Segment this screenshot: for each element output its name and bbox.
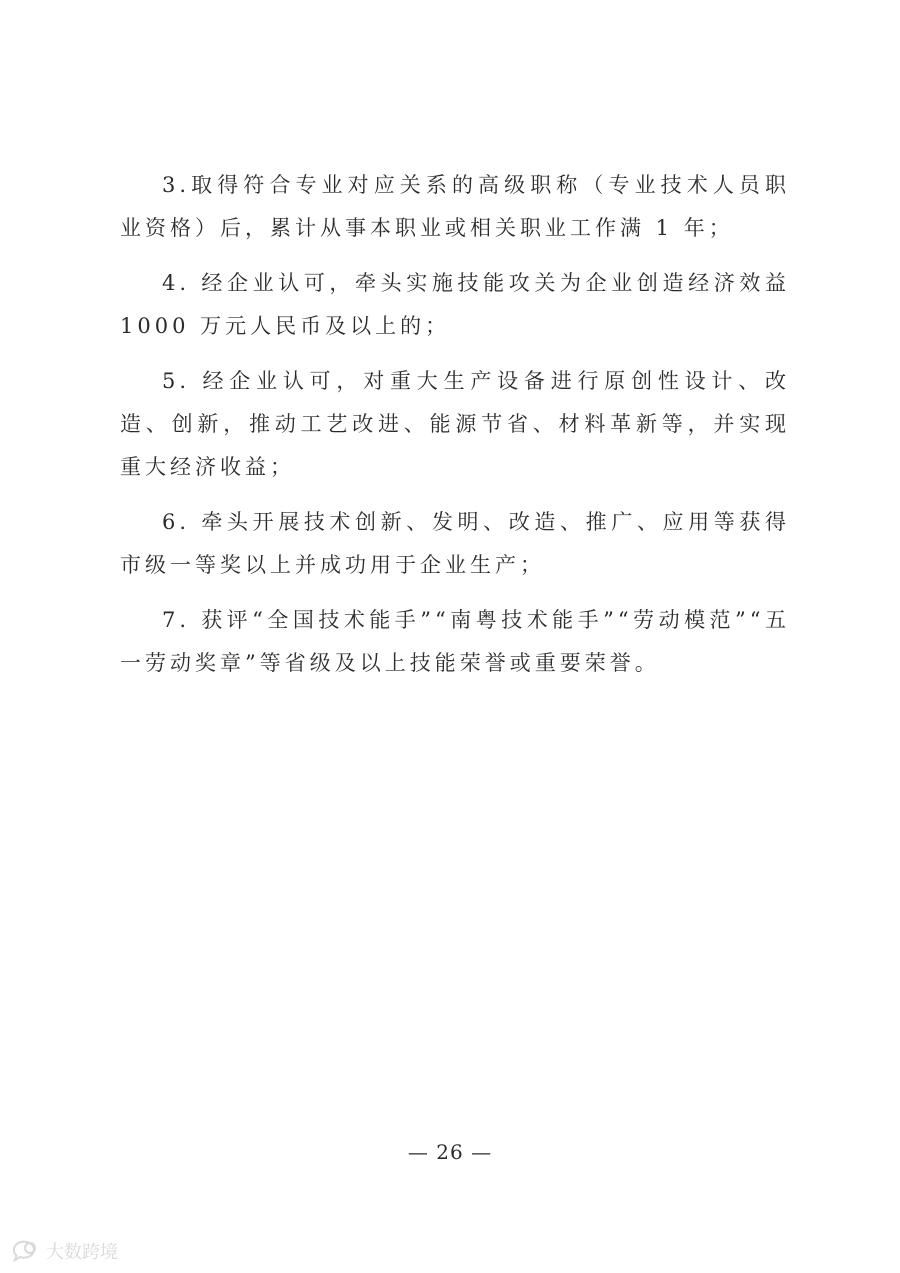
paragraph-item-4: 4. 经企业认可，牵头实施技能攻关为企业创造经济效益 1000 万元人民币及以上的； bbox=[120, 271, 790, 338]
paragraph-item-7: 7. 获评“全国技术能手”“南粤技术能手”“劳动模范”“五一劳动奖章”等省级及以上技能荣誉或重要荣誉。 bbox=[120, 608, 790, 675]
watermark-text: 大数跨境 bbox=[46, 1242, 118, 1263]
watermark bbox=[10, 1238, 118, 1264]
paragraph-item-5: 5. 经企业认可，对重大生产设备进行原创性设计、改造、创新，推动工艺改进、能源节省、材料革新等，并实现重大经济收益； bbox=[120, 369, 790, 479]
chat-bubble-logo-icon bbox=[10, 1239, 40, 1263]
page-number: — 26 — bbox=[407, 1140, 493, 1164]
paragraph-item-6: 6. 牵头开展技术创新、发明、改造、推广、应用等获得市级一等奖以上并成功用于企业生产； bbox=[120, 510, 790, 577]
paragraph-item-3: 3.取得符合专业对应关系的高级职称（专业技术人员职业资格）后，累计从事本职业或相关职业工作满 1 年； bbox=[120, 173, 790, 240]
document-body bbox=[120, 164, 790, 697]
